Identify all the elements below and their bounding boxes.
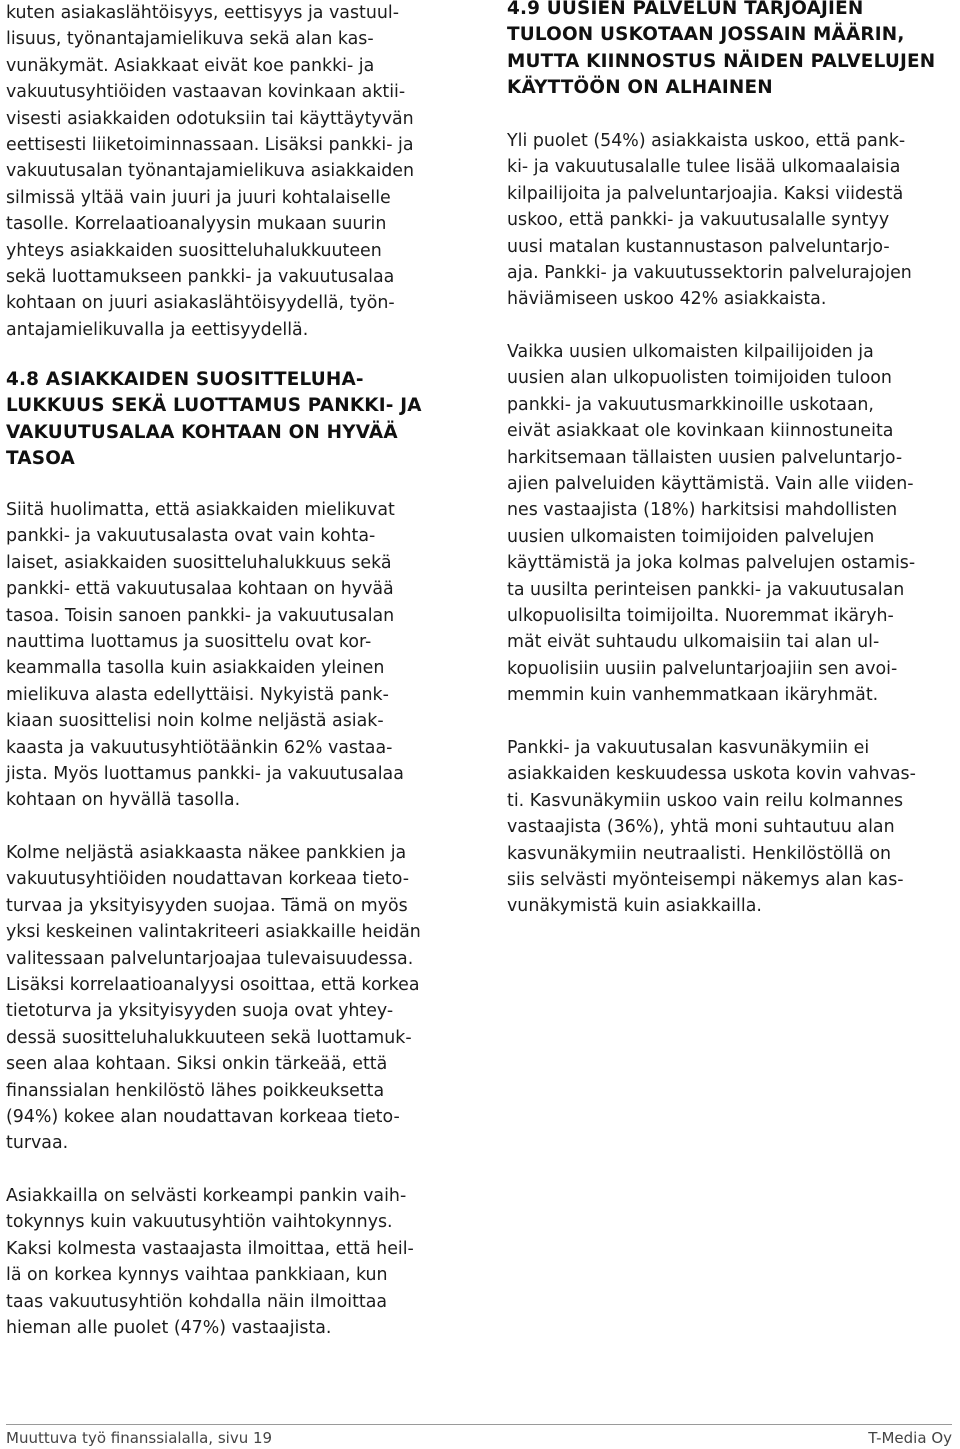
text-line: harkitsemaan tällaisten uusien palveluntarjo-: [507, 447, 903, 468]
text-line: vastaajista (36%), yhtä moni suhtautuu alan: [507, 817, 895, 838]
text-line: Siitä huolimatta, että asiakkaiden mielikuvat: [6, 500, 395, 520]
text-line: valitessaan palveluntarjoajaa tulevaisuudessa.: [6, 948, 414, 969]
paragraph-recommendation: [6, 497, 404, 814]
text-line: TULOON USKOTAAN JOSSAIN MÄÄRIN,: [507, 24, 905, 46]
text-line: (94%) kokee alan noudattavan korkeaa tieto-: [6, 1107, 400, 1128]
text-line: yhteys asiakkaiden suositteluhalukkuuteen: [6, 240, 382, 261]
text-line: eettisesti liiketoiminnassaan. Lisäksi pankki- ja: [6, 135, 414, 156]
text-line: memmin kuin vanhemmatkaan ikäryhmät.: [507, 685, 879, 706]
text-line: yksi keskeinen valintakriteeri asiakkaille heidän: [6, 922, 421, 943]
text-line: ki- ja vakuutusalalle tulee lisää ulkomaalaisia: [507, 157, 901, 178]
text-line: lisuus, työnantajamielikuva sekä alan kas-: [6, 29, 374, 50]
text-line: nauttima luottamus ja suosittelu ovat kor-: [6, 632, 372, 653]
text-line: 4.8 ASIAKKAIDEN SUOSITTELUHA-: [6, 369, 364, 390]
text-line: uusi matalan kustannustason palveluntarjo-: [507, 236, 890, 257]
text-line: Asiakkailla on selvästi korkeampi pankin vaih-: [6, 1186, 407, 1206]
text-line: kasvunäkymiin neutraalisti. Henkilöstöllä on: [507, 843, 892, 864]
text-line: VAKUUTUSALAA KOHTAAN ON HYVÄÄ: [6, 421, 398, 443]
text-line: vunäkymistä kuin asiakkailla.: [507, 896, 762, 917]
section-heading-4-9: [507, 0, 935, 102]
text-line: vakuutusyhtiöiden vastaavan kovinkaan aktii-: [6, 82, 406, 103]
paragraph-interest-new-providers: [507, 339, 915, 709]
text-line: keammalla tasolla kuin asiakkaiden yleinen: [6, 658, 385, 679]
text-line: vakuutusyhtiöiden noudattavan korkeaa tieto-: [6, 869, 409, 890]
page-footer: [6, 1424, 952, 1449]
text-line: mielikuva alasta edellyttäisi. Nykyistä pank-: [6, 684, 389, 705]
text-line: TASOA: [6, 448, 75, 470]
intro-paragraph: [6, 0, 414, 343]
text-line: lä on korkea kynnys vaihtaa pankkiaan, kun: [6, 1265, 388, 1286]
text-line: antajamielikuvalla ja eettisyydellä.: [6, 319, 309, 340]
text-line: kohtaan on juuri asiakaslähtöisyydellä, työn-: [6, 293, 395, 314]
text-line: Lisäksi korrelaatioanalyysi osoittaa, että korkea: [6, 975, 420, 996]
text-line: kilpailijoita ja palveluntarjoajia. Kaksi viidestä: [507, 183, 904, 204]
text-line: vakuutusalan työnantajamielikuva asiakkaiden: [6, 161, 414, 182]
text-line: LUKKUUS SEKÄ LUOTTAMUS PANKKI- JA: [6, 395, 422, 417]
text-line: seen alaa kohtaan. Siksi onkin tärkeää, että: [6, 1054, 388, 1075]
text-line: kiaan suosittelisi noin kolme neljästä asiak-: [6, 711, 384, 732]
text-line: visesti asiakkaiden odotuksiin tai käyttäytyvän: [6, 108, 414, 129]
text-line: Kaksi kolmesta vastaajasta ilmoittaa, että heil-: [6, 1238, 414, 1259]
text-line: ulkopuolisilta toimijoilta. Nuoremmat ikäryh-: [507, 606, 894, 627]
text-line: Vaikka uusien ulkomaisten kilpailijoiden ja: [507, 342, 874, 362]
text-line: vunäkymät. Asiakkaat eivät koe pankki- ja: [6, 55, 375, 76]
paragraph-new-competitors: [507, 128, 912, 313]
text-line: 4.9 UUSIEN PALVELUN TARJOAJIEN: [507, 0, 864, 19]
text-line: turvaa.: [6, 1133, 69, 1154]
text-line: taas vakuutusyhtiön kohdalla näin ilmoittaa: [6, 1291, 388, 1312]
text-line: kohtaan on hyvällä tasolla.: [6, 790, 241, 811]
text-line: finanssialan henkilöstö lähes poikkeuksetta: [6, 1080, 385, 1101]
text-line: pankki- ja vakuutusmarkkinoille uskotaan,: [507, 394, 874, 415]
text-line: uusien ulkomaisten toimijoiden palvelujen: [507, 526, 875, 547]
text-line: Pankki- ja vakuutusalan kasvunäkymiin ei: [507, 738, 870, 758]
text-line: pankki- ja vakuutusalasta ovat vain kohta-: [6, 526, 376, 547]
text-line: kopuolisiin uusiin palveluntarjoajiin sen avoi-: [507, 658, 898, 679]
text-line: nes vastaajista (18%) harkitsisi mahdollisten: [507, 500, 898, 521]
text-line: kaasta ja vakuutusyhtiötäänkin 62% vastaa-: [6, 737, 393, 758]
text-line: dessä suositteluhalukkuuteen sekä luottamuk-: [6, 1027, 412, 1048]
text-line: aja. Pankki- ja vakuutussektorin palvelurajojen: [507, 263, 912, 284]
text-line: siis selvästi myönteisempi näkemys alan kas-: [507, 870, 904, 891]
text-line: KÄYTTÖÖN ON ALHAINEN: [507, 77, 773, 99]
text-line: pankki- että vakuutusalaa kohtaan on hyvää: [6, 579, 394, 600]
text-line: tasoa. Toisin sanoen pankki- ja vakuutusalan: [6, 605, 395, 626]
text-line: MUTTA KIINNOSTUS NÄIDEN PALVELUJEN: [507, 50, 936, 72]
text-line: eivät asiakkaat ole kovinkaan kiinnostuneita: [507, 421, 894, 442]
text-line: uusien alan ulkopuolisten toimijoiden tuloon: [507, 368, 892, 389]
footer-publisher: T-Media Oy: [868, 1429, 952, 1447]
text-line: tietoturva ja yksityisyyden suoja ovat yhtey-: [6, 1001, 394, 1022]
text-line: jista. Myös luottamus pankki- ja vakuutusalaa: [6, 764, 404, 785]
section-heading-4-8: [6, 367, 422, 473]
text-line: turvaa ja yksityisyyden suojaa. Tämä on myös: [6, 895, 408, 916]
footer-publication-page: Muuttuva työ finanssialalla, sivu 19: [6, 1429, 273, 1447]
text-line: häviämiseen uskoo 42% asiakkaista.: [507, 289, 827, 310]
text-line: tokynnys kuin vakuutusyhtiön vaihtokynnys.: [6, 1212, 393, 1233]
text-line: tasolle. Korrelaatioanalyysin mukaan suurin: [6, 214, 387, 235]
text-line: silmissä yltää vain juuri ja juuri kohtalaiselle: [6, 187, 391, 208]
text-line: mät eivät suhtaudu ulkomaisiin tai alan ul-: [507, 632, 880, 653]
paragraph-switching-threshold: [6, 1183, 414, 1341]
text-line: ta uusilta perinteisen pankki- ja vakuutusalan: [507, 579, 905, 600]
text-line: sekä luottamukseen pankki- ja vakuutusalaa: [6, 267, 395, 288]
text-line: ti. Kasvunäkymiin uskoo vain reilu kolmannes: [507, 790, 904, 811]
text-line: laiset, asiakkaiden suositteluhalukkuus sekä: [6, 552, 392, 573]
text-line: Kolme neljästä asiakkaasta näkee pankkien ja: [6, 843, 407, 863]
text-line: asiakkaiden keskuudessa uskota kovin vahvas-: [507, 764, 916, 785]
text-line: Yli puolet (54%) asiakkaista uskoo, että pank-: [507, 131, 906, 151]
text-line: kuten asiakaslähtöisyys, eettisyys ja vastuul-: [6, 3, 399, 23]
text-line: käyttämistä ja joka kolmas palvelujen ostamis-: [507, 553, 916, 574]
paragraph-data-security: [6, 840, 421, 1157]
text-line: hieman alle puolet (47%) vastaajista.: [6, 1318, 332, 1339]
text-line: uskoo, että pankki- ja vakuutusalalle syntyy: [507, 210, 890, 231]
paragraph-growth-outlook: [507, 735, 916, 920]
text-line: ajien palveluiden käyttämistä. Vain alle viiden-: [507, 474, 914, 495]
